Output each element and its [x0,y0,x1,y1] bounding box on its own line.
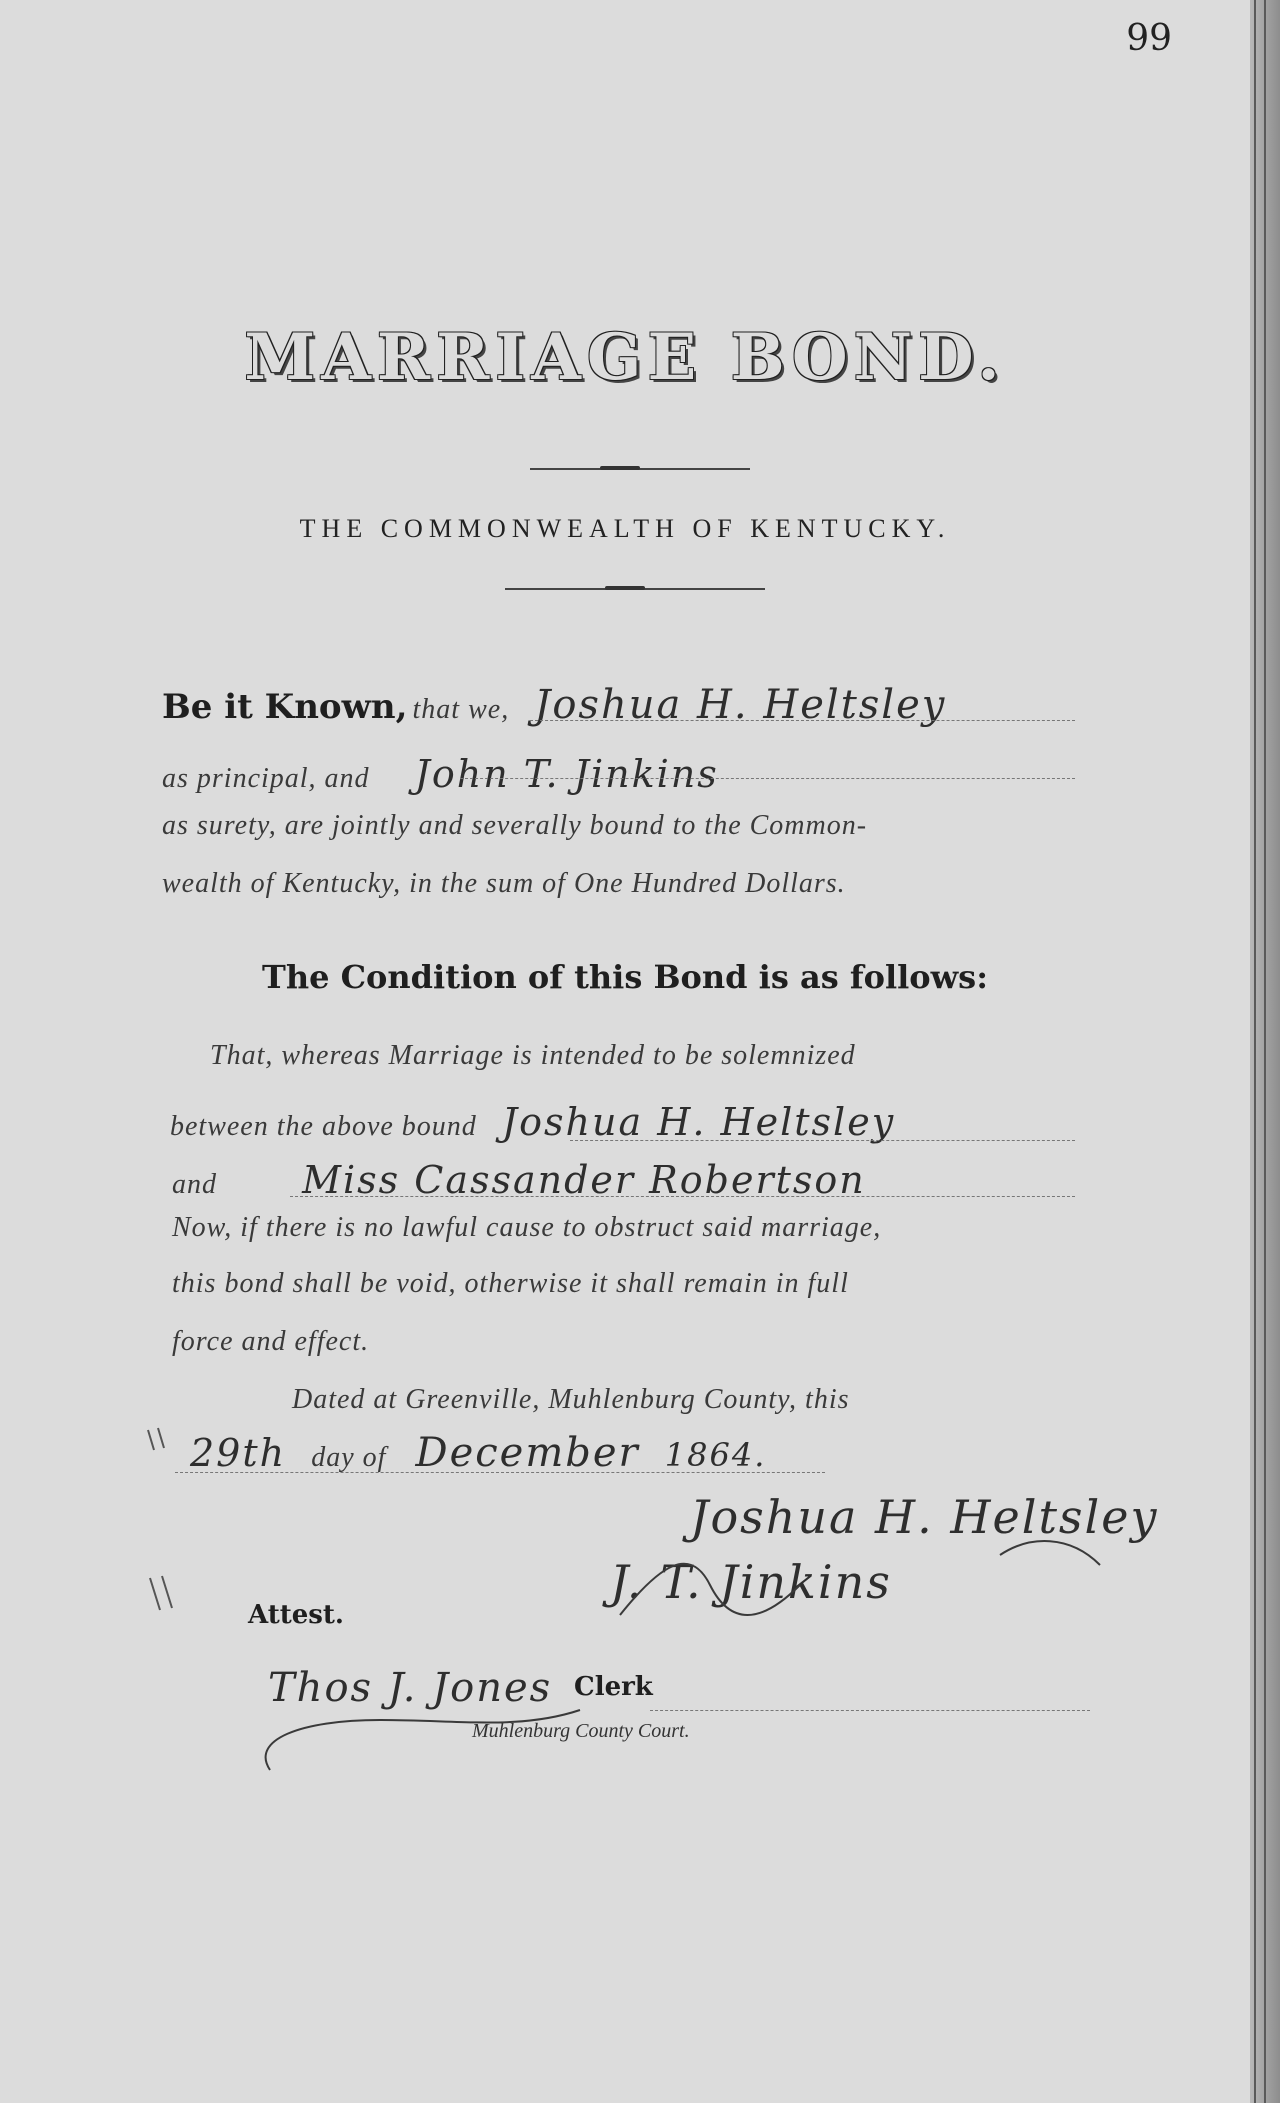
surety-signature: J. T. Jinkins [610,1555,892,1609]
attest-label: Attest. [248,1600,344,1630]
page-number: 99 [1126,18,1172,59]
that-we-text: that we, [412,694,510,725]
be-it-known-lead: Be it Known, [162,687,408,727]
margin-mark-1 [140,1420,180,1460]
surety-bound-line: as surety, are jointly and severally bound to the Common- [162,810,868,841]
clerk-flourish [240,1690,600,1780]
clerk-signature: Thos J. Jones [268,1665,553,1711]
binding-line-1 [1254,0,1256,2103]
condition-line-4: Now, if there is no lawful cause to obstruct said marriage, [172,1212,882,1243]
margin-mark-2 [140,1570,190,1620]
as-principal-line [162,752,719,796]
date-fill-line [175,1472,825,1473]
and-text: and [172,1169,217,1200]
dated-line: Dated at Greenville, Muhlenburg County, this [292,1384,850,1415]
between-text: between the above bound [170,1111,477,1142]
principal-fill-line [530,720,1075,721]
condition-line-1: That, whereas Marriage is intended to be solemnized [210,1040,856,1071]
condition-line-5: this bond shall be void, otherwise it shall remain in full [172,1268,849,1299]
between-line [170,1100,895,1144]
book-binding [1250,0,1280,2103]
be-it-known-line [162,682,946,728]
commonwealth-rule-ornament [605,586,645,590]
title-rule [530,468,750,470]
as-principal-text: as principal, and [162,763,370,794]
date-year: 1864. [664,1436,767,1474]
title-rule-ornament [600,466,640,470]
date-month: December [415,1430,640,1476]
court-label: Muhlenburg County Court. [472,1720,690,1742]
condition-line-6: force and effect. [172,1326,370,1357]
commonwealth-sum-line: wealth of Kentucky, in the sum of One Hundred Dollars. [162,868,846,899]
day-of-text: day of [311,1442,387,1473]
groom-name: Joshua H. Heltsley [501,1100,896,1144]
bride-fill-line [290,1196,1075,1197]
principal-signature: Joshua H. Heltsley [690,1490,1159,1544]
binding-line-2 [1264,0,1266,2103]
document-title: MARRIAGE BOND. [244,320,1006,395]
surety-name: John T. Jinkins [414,752,719,796]
date-day: 29th [190,1431,287,1475]
groom-fill-line [570,1140,1075,1141]
date-line [190,1430,766,1476]
signature-flourish [600,1525,1160,1635]
surety-fill-line [460,778,1075,779]
principal-name: Joshua H. Heltsley [534,682,947,728]
clerk-fill-line [650,1710,1090,1711]
clerk-label: Clerk [574,1672,653,1702]
commonwealth-heading: THE COMMONWEALTH OF KENTUCKY. [299,514,951,543]
bride-name: Miss Cassander Robertson [302,1158,866,1202]
condition-heading: The Condition of this Bond is as follows: [262,958,988,996]
